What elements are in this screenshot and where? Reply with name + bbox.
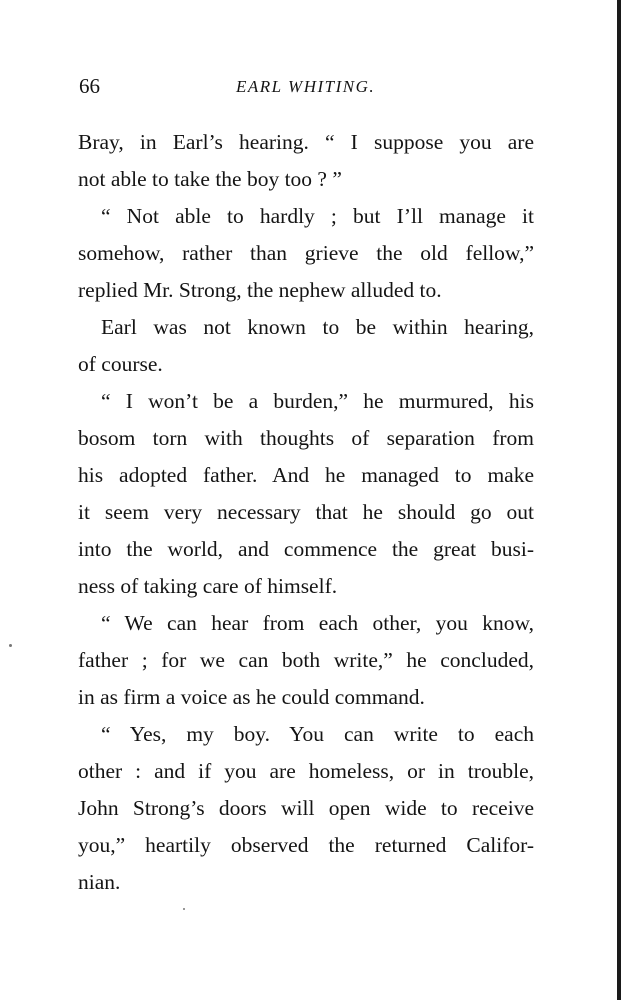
paper-speck [183, 908, 185, 910]
text-line: bosom torn with thoughts of separation from [78, 426, 534, 450]
text-line: Bray, in Earl’s hearing. “ I suppose you are [78, 130, 534, 154]
text-line: “ I won’t be a burden,” he murmured, his [101, 389, 534, 413]
text-line: nian. [78, 870, 121, 894]
text-line: Earl was not known to be within hearing, [101, 315, 534, 339]
text-line: not able to take the boy too ? ” [78, 167, 342, 191]
text-line: father ; for we can both write,” he concluded, [78, 648, 534, 672]
text-line: it seem very necessary that he should go out [78, 500, 534, 524]
paper-speck [9, 644, 12, 647]
text-line: in as firm a voice as he could command. [78, 685, 425, 709]
text-line: other : and if you are homeless, or in trouble, [78, 759, 534, 783]
text-line: his adopted father. And he managed to make [78, 463, 534, 487]
text-line: ness of taking care of himself. [78, 574, 338, 598]
text-line: you,” heartily observed the returned Califor- [78, 833, 534, 857]
body-text [78, 124, 534, 901]
text-line: into the world, and commence the great busi- [78, 537, 534, 561]
text-line: “ We can hear from each other, you know, [101, 611, 534, 635]
text-line: of course. [78, 352, 163, 376]
page-number: 66 [79, 74, 100, 98]
text-line: replied Mr. Strong, the nephew alluded to. [78, 278, 442, 302]
text-line: somehow, rather than grieve the old fellow,” [78, 241, 534, 265]
running-title: EARL WHITING. [236, 77, 376, 96]
text-line: “ Not able to hardly ; but I’ll manage it [101, 204, 534, 228]
page-header [79, 72, 534, 100]
text-line: “ Yes, my boy. You can write to each [101, 722, 534, 746]
page-edge-shadow [617, 0, 621, 1000]
text-line: John Strong’s doors will open wide to receive [78, 796, 534, 820]
